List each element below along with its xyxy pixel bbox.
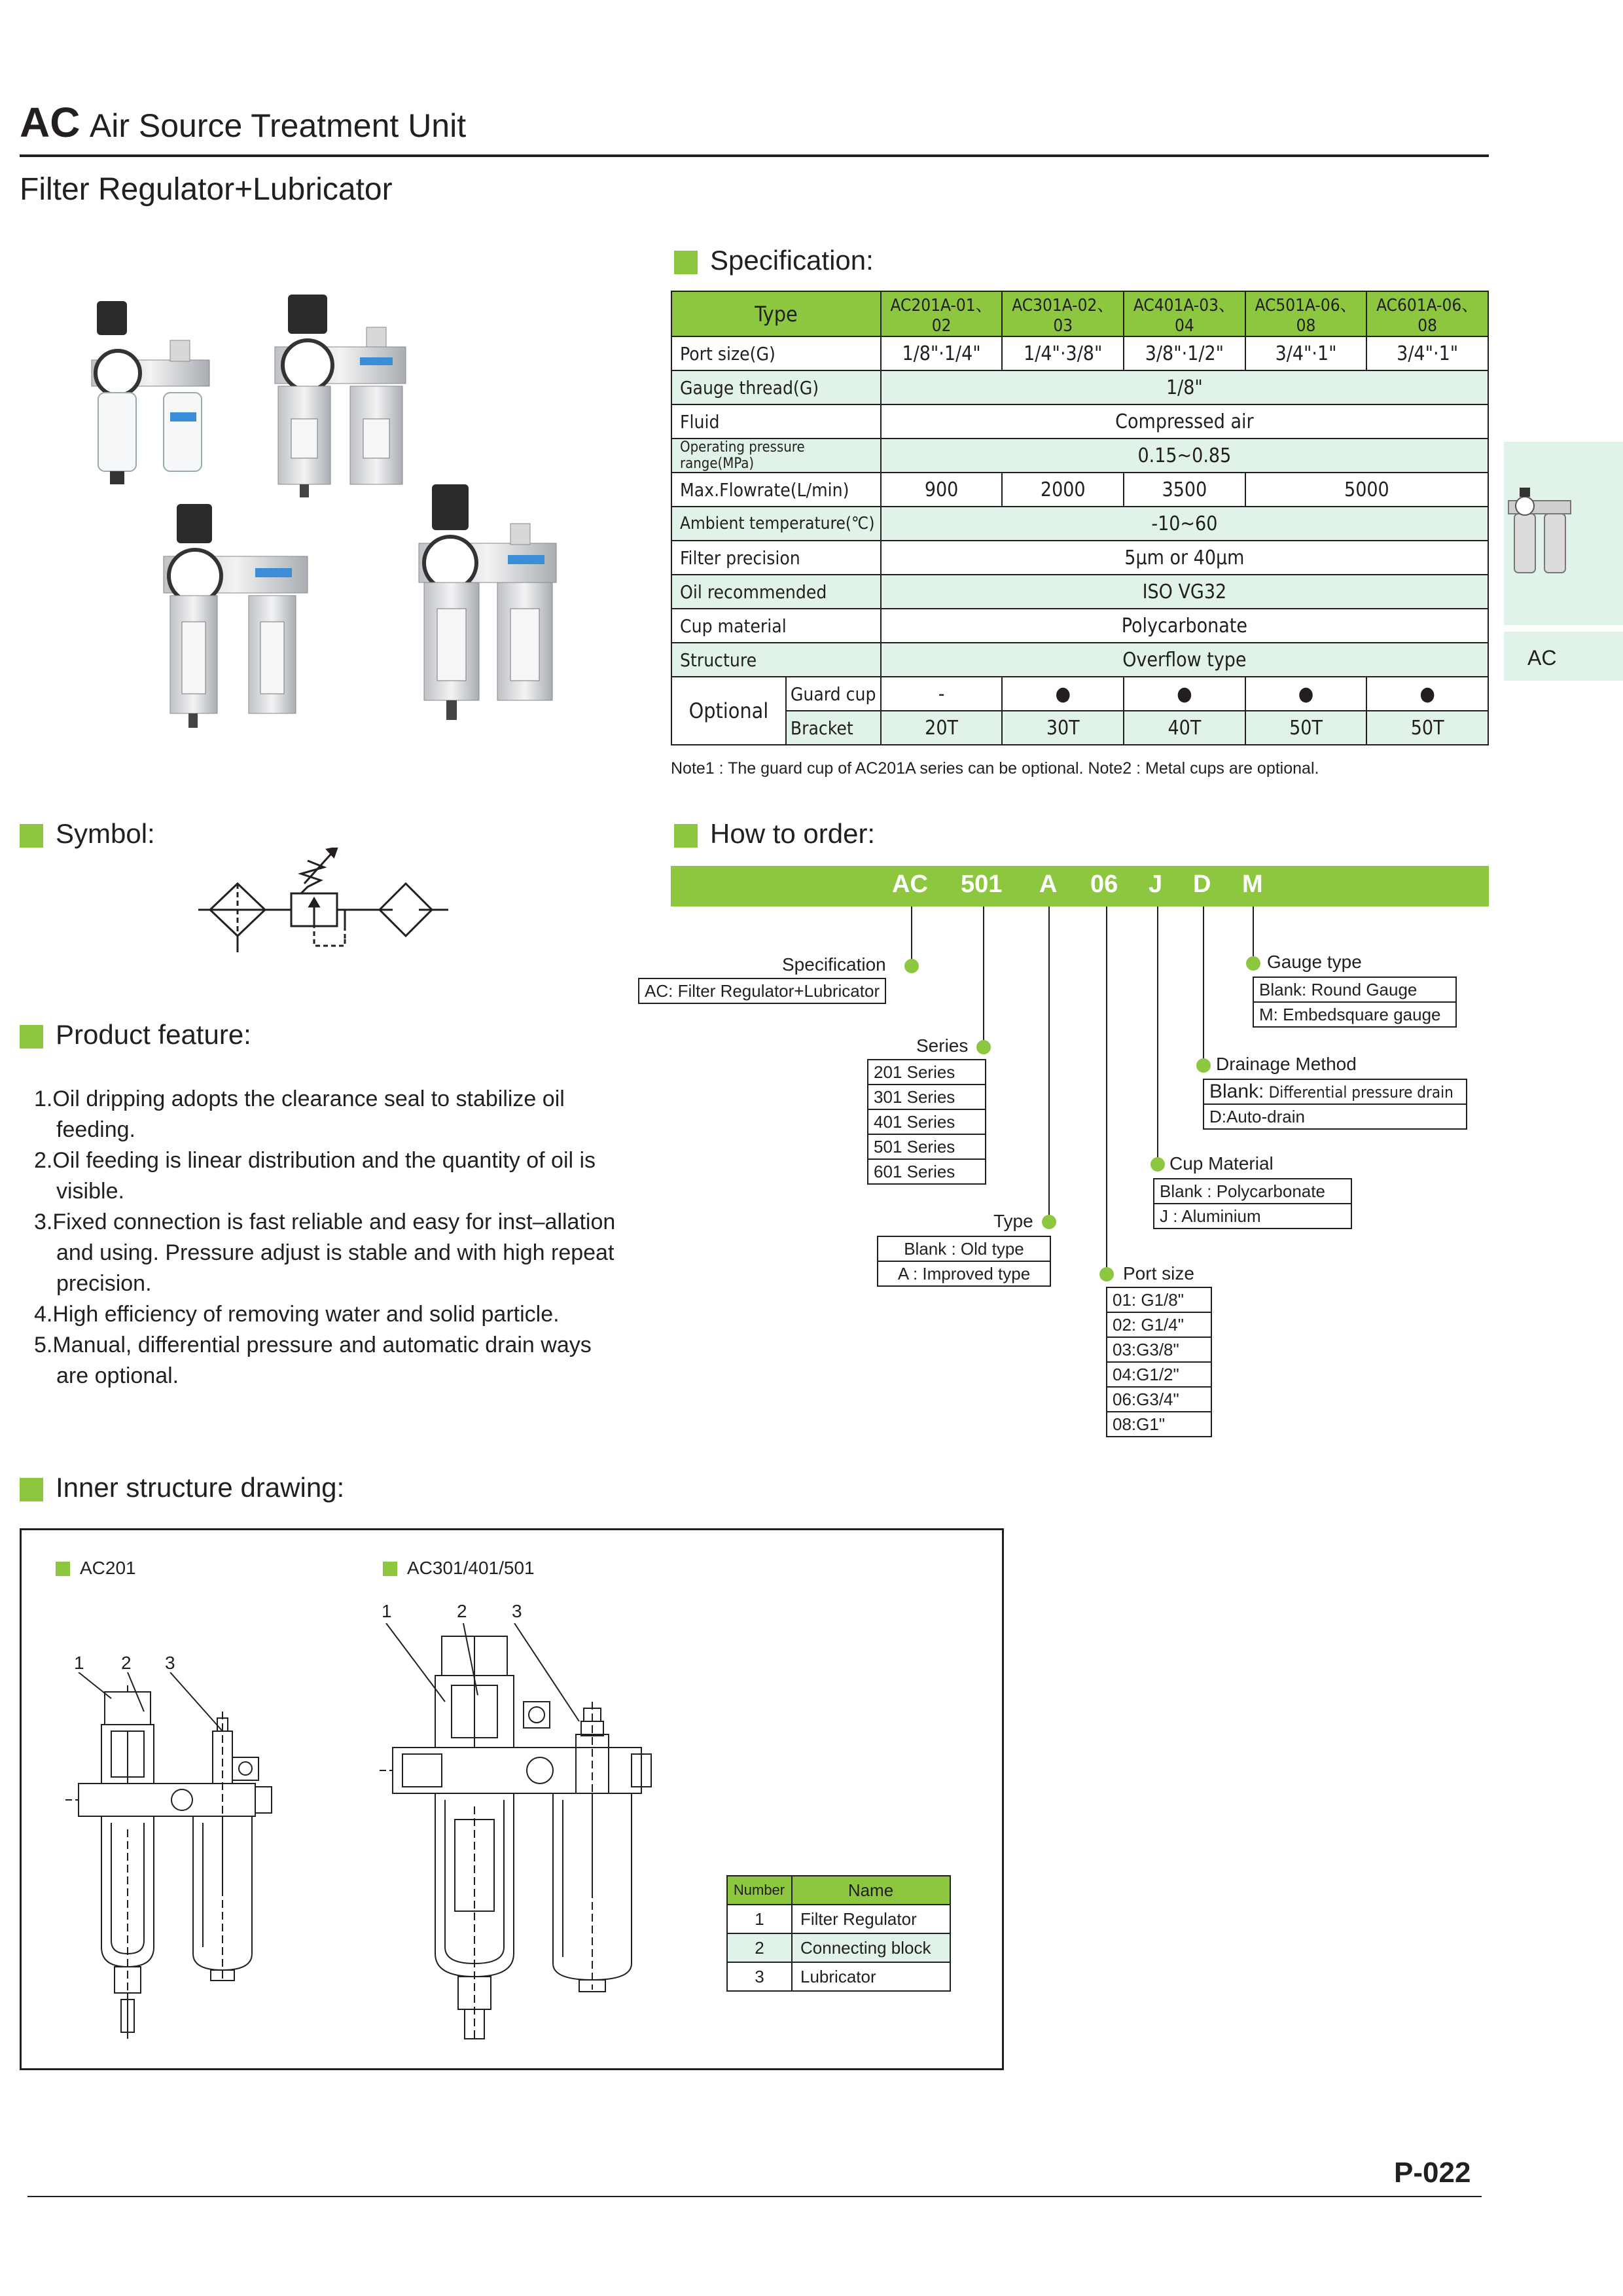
model-4: AC501A-06、08 bbox=[1245, 291, 1367, 336]
feature-section-marker bbox=[20, 1025, 43, 1049]
bracket-value: 40T bbox=[1124, 711, 1245, 745]
bracket-value: 30T bbox=[1002, 711, 1124, 745]
unit-ac501-image bbox=[419, 484, 556, 720]
part-number-right: 3 bbox=[512, 1601, 522, 1621]
code-cup: J bbox=[1149, 870, 1163, 898]
fluid-label: Fluid bbox=[671, 404, 881, 439]
symbol-section-marker bbox=[20, 824, 43, 848]
parts-row bbox=[727, 1905, 950, 1933]
flow-value: 900 bbox=[881, 473, 1003, 507]
flow-value: 3500 bbox=[1124, 473, 1245, 507]
code-ac: AC bbox=[892, 870, 928, 898]
unit-ac301-image bbox=[275, 295, 406, 497]
cup-row bbox=[671, 609, 1488, 643]
page-subtitle: Filter Regulator+Lubricator bbox=[20, 172, 393, 207]
part-number-left: 3 bbox=[165, 1653, 175, 1673]
gauge-option: Blank: Round Gauge bbox=[1254, 978, 1455, 1003]
page-number: P-022 bbox=[1394, 2157, 1471, 2189]
bracket-value: 50T bbox=[1245, 711, 1367, 745]
type-option-box bbox=[877, 1236, 1051, 1287]
structure-value: Overflow type bbox=[881, 643, 1488, 677]
port-dot bbox=[1099, 1267, 1114, 1282]
drain-option-box bbox=[1203, 1079, 1467, 1130]
gauge-option: M: Embedsquare gauge bbox=[1259, 1005, 1441, 1024]
structure-label: Structure bbox=[671, 643, 881, 677]
ac301-marker bbox=[383, 1562, 397, 1576]
type-option-title: Type bbox=[993, 1211, 1033, 1231]
port-option: 03:G3/8" bbox=[1107, 1338, 1211, 1363]
spec-table bbox=[671, 291, 1489, 745]
flow-row bbox=[671, 473, 1488, 507]
guard-cup-value: - bbox=[881, 677, 1003, 711]
type-option: Blank : Old type bbox=[878, 1237, 1050, 1262]
series-option: 301 Series bbox=[868, 1085, 985, 1110]
series-option: 601 Series bbox=[874, 1162, 955, 1181]
pressure-row bbox=[671, 439, 1488, 473]
cup-option: Blank : Polycarbonate bbox=[1154, 1179, 1351, 1204]
leader-line bbox=[1106, 906, 1107, 1273]
cup-option-title: Cup Material bbox=[1169, 1153, 1274, 1174]
spec-section-title: Specification: bbox=[710, 245, 874, 276]
parts-header-row bbox=[727, 1876, 950, 1905]
side-tab bbox=[1504, 442, 1623, 681]
model-5: AC601A-06、08 bbox=[1366, 291, 1488, 336]
order-section-title: How to order: bbox=[710, 818, 876, 849]
ac301-label: AC301/401/501 bbox=[407, 1558, 535, 1578]
cup-option: J : Aluminium bbox=[1160, 1206, 1261, 1226]
feature-item: 5.Manual, differential pressure and automatic drain ways are optional. bbox=[34, 1333, 592, 1388]
filter-label: Filter precision bbox=[671, 541, 881, 575]
spec-section-marker bbox=[674, 251, 698, 274]
spec-option-box bbox=[638, 978, 886, 1004]
pneumatic-symbol-icon bbox=[193, 848, 455, 952]
pressure-label: Operating pressure range(MPa) bbox=[671, 439, 881, 473]
part-number-right: 2 bbox=[457, 1601, 467, 1621]
leader-line bbox=[1253, 906, 1254, 962]
part-number: 1 bbox=[727, 1905, 792, 1933]
feature-item: 1.Oil dripping adopts the clearance seal to stabilize oil feeding. bbox=[34, 1086, 565, 1142]
leader-line bbox=[983, 906, 984, 1045]
part-number-left: 2 bbox=[121, 1653, 132, 1673]
oil-label: Oil recommended bbox=[671, 575, 881, 609]
oil-value: ISO VG32 bbox=[881, 575, 1488, 609]
guard-cup-row bbox=[671, 677, 1488, 711]
inner-section-marker bbox=[20, 1478, 43, 1501]
gauge-option-box bbox=[1253, 977, 1457, 1028]
flow-label: Max.Flowrate(L/min) bbox=[671, 473, 881, 507]
structure-row bbox=[671, 643, 1488, 677]
series-option-box bbox=[867, 1059, 986, 1185]
part-name: Lubricator bbox=[792, 1962, 950, 1991]
port-size-value: 3/8"·1/2" bbox=[1124, 336, 1245, 370]
port-option: 08:G1" bbox=[1113, 1414, 1166, 1434]
port-option: 06:G3/4" bbox=[1107, 1388, 1211, 1412]
series-option-title: Series bbox=[916, 1035, 969, 1056]
model-3: AC401A-03、04 bbox=[1124, 291, 1245, 336]
spec-option: AC: Filter Regulator+Lubricator bbox=[645, 981, 880, 1001]
cup-dot bbox=[1150, 1157, 1165, 1172]
feature-item: 3.Fixed connection is fast reliable and easy for inst–allation and using. Pressure adjust is stable and with high repeat precision. bbox=[34, 1210, 616, 1296]
gauge-dot bbox=[1246, 956, 1260, 971]
ambient-value: -10~60 bbox=[881, 507, 1488, 541]
fluid-value: Compressed air bbox=[881, 404, 1488, 439]
pressure-value: 0.15~0.85 bbox=[881, 439, 1488, 473]
part-name: Connecting block bbox=[792, 1933, 950, 1962]
guard-cup-label: Guard cup bbox=[786, 677, 881, 711]
page-title: Air Source Treatment Unit bbox=[89, 107, 467, 144]
parts-table bbox=[726, 1875, 951, 1992]
part-number-right: 1 bbox=[382, 1601, 392, 1621]
leader-line bbox=[1157, 906, 1158, 1162]
type-dot bbox=[1042, 1215, 1056, 1229]
guard-cup-value: ● bbox=[1124, 677, 1245, 711]
footer-rule bbox=[27, 2196, 1482, 2197]
ac201-label: AC201 bbox=[80, 1558, 136, 1578]
guard-cup-value: ● bbox=[1366, 677, 1488, 711]
part-number: 3 bbox=[727, 1962, 792, 1991]
feature-list bbox=[34, 1084, 623, 1391]
guard-cup-value: ● bbox=[1245, 677, 1367, 711]
parts-number-header: Number bbox=[727, 1876, 792, 1905]
port-option: 01: G1/8" bbox=[1107, 1288, 1211, 1313]
guard-cup-value: ● bbox=[1002, 677, 1124, 711]
port-size-label: Port size(G) bbox=[671, 336, 881, 370]
ac201-section-drawing bbox=[65, 1672, 275, 2045]
ac301-section-drawing bbox=[380, 1623, 654, 2042]
bracket-value: 50T bbox=[1366, 711, 1488, 745]
drain-option: D:Auto-drain bbox=[1209, 1107, 1305, 1126]
leader-line bbox=[1203, 906, 1204, 1064]
code-port: 06 bbox=[1090, 870, 1118, 898]
gauge-thread-label: Gauge thread(G) bbox=[671, 370, 881, 404]
ambient-row bbox=[671, 507, 1488, 541]
feature-item: 4.High efficiency of removing water and solid particle. bbox=[34, 1302, 560, 1327]
part-number-left: 1 bbox=[74, 1653, 84, 1673]
unit-thumbnail-icon bbox=[1505, 488, 1577, 586]
series-dot bbox=[976, 1040, 991, 1054]
side-tab-label-box bbox=[1504, 632, 1623, 681]
ac201-marker bbox=[56, 1562, 70, 1576]
port-size-value: 1/4"·3/8" bbox=[1002, 336, 1124, 370]
flow-value: 2000 bbox=[1002, 473, 1124, 507]
port-size-value: 3/4"·1" bbox=[1366, 336, 1488, 370]
type-header: Type bbox=[671, 291, 881, 336]
series-option: 201 Series bbox=[868, 1060, 985, 1085]
filter-value: 5μm or 40μm bbox=[881, 541, 1488, 575]
model-2: AC301A-02、03 bbox=[1002, 291, 1124, 336]
inner-section-title: Inner structure drawing: bbox=[56, 1472, 345, 1503]
oil-row bbox=[671, 575, 1488, 609]
feature-section-title: Product feature: bbox=[56, 1019, 251, 1050]
port-option: 02: G1/4" bbox=[1107, 1313, 1211, 1338]
series-option: 501 Series bbox=[868, 1135, 985, 1160]
drain-blank-value: Differential pressure drain bbox=[1268, 1083, 1454, 1102]
unit-ac401-image bbox=[164, 504, 308, 728]
port-option-title: Port size bbox=[1123, 1263, 1194, 1283]
unit-ac201-image bbox=[92, 301, 209, 484]
port-option: 04:G1/2" bbox=[1107, 1363, 1211, 1388]
port-size-value: 3/4"·1" bbox=[1245, 336, 1367, 370]
code-gauge: M bbox=[1242, 870, 1263, 898]
spec-note: Note1 : The guard cup of AC201A series can be optional. Note2 : Metal cups are optional. bbox=[671, 759, 1319, 778]
gauge-option-title: Gauge type bbox=[1267, 952, 1362, 972]
side-tab-label: AC bbox=[1527, 646, 1557, 670]
side-tab-thumb bbox=[1504, 442, 1623, 625]
port-size-value: 1/8"·1/4" bbox=[881, 336, 1003, 370]
code-series: 501 bbox=[961, 870, 1003, 898]
fluid-row bbox=[671, 404, 1488, 439]
product-photo bbox=[79, 288, 641, 733]
brand-code: AC bbox=[20, 99, 80, 146]
spec-header-row bbox=[671, 291, 1488, 336]
port-option-box bbox=[1106, 1287, 1212, 1437]
spec-dot bbox=[904, 959, 919, 973]
bracket-label: Bracket bbox=[786, 711, 881, 745]
bracket-row bbox=[671, 711, 1488, 745]
order-code-bar bbox=[671, 866, 1489, 906]
gauge-thread-row bbox=[671, 370, 1488, 404]
drain-blank-key: Blank: bbox=[1209, 1081, 1264, 1102]
part-number: 2 bbox=[727, 1933, 792, 1962]
part-name: Filter Regulator bbox=[792, 1905, 950, 1933]
type-option: A : Improved type bbox=[897, 1264, 1031, 1283]
series-option: 401 Series bbox=[868, 1110, 985, 1135]
cup-value: Polycarbonate bbox=[881, 609, 1488, 643]
parts-name-header: Name bbox=[792, 1876, 950, 1905]
ambient-label: Ambient temperature(℃) bbox=[671, 507, 881, 541]
parts-row bbox=[727, 1962, 950, 1991]
feature-item: 2.Oil feeding is linear distribution and the quantity of oil is visible. bbox=[34, 1148, 596, 1204]
optional-label: Optional bbox=[671, 677, 786, 745]
filter-row bbox=[671, 541, 1488, 575]
gauge-thread-value: 1/8" bbox=[881, 370, 1488, 404]
drain-option-title: Drainage Method bbox=[1216, 1054, 1357, 1074]
symbol-section-title: Symbol: bbox=[56, 818, 155, 849]
code-drain: D bbox=[1193, 870, 1211, 898]
header-rule bbox=[20, 154, 1489, 157]
order-section-marker bbox=[674, 824, 698, 848]
model-1: AC201A-01、02 bbox=[881, 291, 1003, 336]
drain-dot bbox=[1196, 1058, 1211, 1073]
code-type: A bbox=[1039, 870, 1058, 898]
cup-option-box bbox=[1153, 1178, 1352, 1229]
bracket-value: 20T bbox=[881, 711, 1003, 745]
parts-row bbox=[727, 1933, 950, 1962]
flow-value: 5000 bbox=[1245, 473, 1488, 507]
cup-label: Cup material bbox=[671, 609, 881, 643]
leader-line bbox=[911, 906, 912, 965]
page-header bbox=[20, 98, 466, 147]
spec-option-title: Specification bbox=[782, 954, 886, 975]
drain-option-blank bbox=[1204, 1080, 1466, 1105]
port-size-row bbox=[671, 336, 1488, 370]
leader-line bbox=[1048, 906, 1050, 1221]
